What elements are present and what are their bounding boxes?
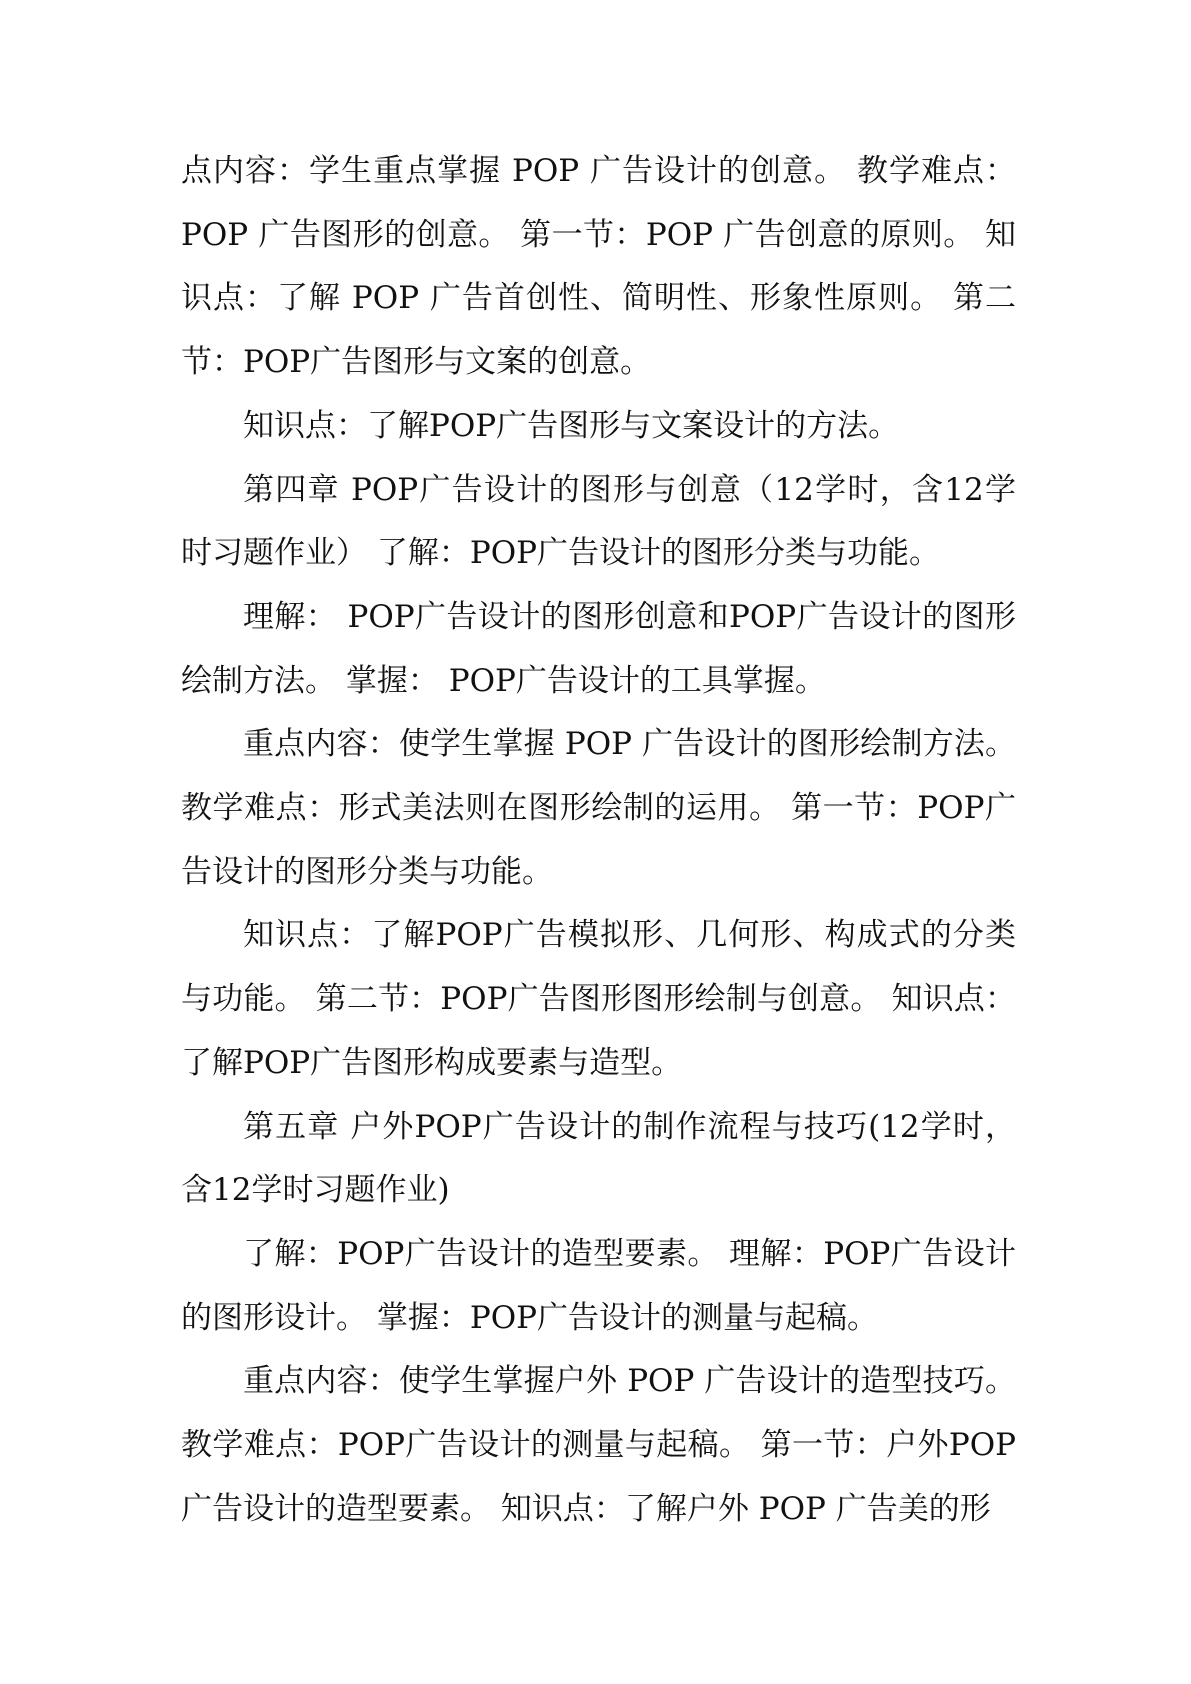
paragraph-chapter-5: 第五章 户外POP广告设计的制作流程与技巧(12学时，含12学时习题作业) — [181, 1108, 1016, 1209]
paragraph-objectives: 了解：POP广告设计的造型要素。 理解：POP广告设计的图形设计。 掌握：POP广告设计的测量与起稿。 — [181, 1235, 1016, 1336]
paragraph-knowledge-point-2: 知识点：了解POP广告模拟形、几何形、构成式的分类与功能。 第二节：POP广告图形图形绘制与创意。 知识点：了解POP广告图形构成要素与造型。 — [181, 917, 1016, 1081]
document-body — [181, 140, 1016, 1541]
paragraph-chapter-4: 第四章 POP广告设计的图形与创意（12学时，含12学时习题作业） 了解：POP广告设计的图形分类与功能。 — [181, 471, 1016, 572]
paragraph-key-content-2: 重点内容：使学生掌握户外 POP 广告设计的造型技巧。教学难点：POP广告设计的测量与起稿。 第一节：户外POP广告设计的造型要素。 知识点：了解户外 POP 广告美的形 — [181, 1363, 1016, 1527]
paragraph-key-content: 重点内容：使学生掌握 POP 广告设计的图形绘制方法。 教学难点：形式美法则在图形绘制的运用。 第一节：POP广告设计的图形分类与功能。 — [181, 726, 1016, 890]
paragraph-knowledge-point: 知识点：了解POP广告图形与文案设计的方法。 — [243, 407, 900, 444]
paragraph-continued: 点内容：学生重点掌握 POP 广告设计的创意。 教学难点：POP 广告图形的创意。 第一节：POP 广告创意的原则。 知识点：了解 POP 广告首创性、简明性、形象性原则。 第二节：POP广告图形与文案的创意。 — [181, 153, 1016, 381]
paragraph-understanding: 理解： POP广告设计的图形创意和POP广告设计的图形绘制方法。 掌握： POP广告设计的工具掌握。 — [181, 598, 1016, 699]
